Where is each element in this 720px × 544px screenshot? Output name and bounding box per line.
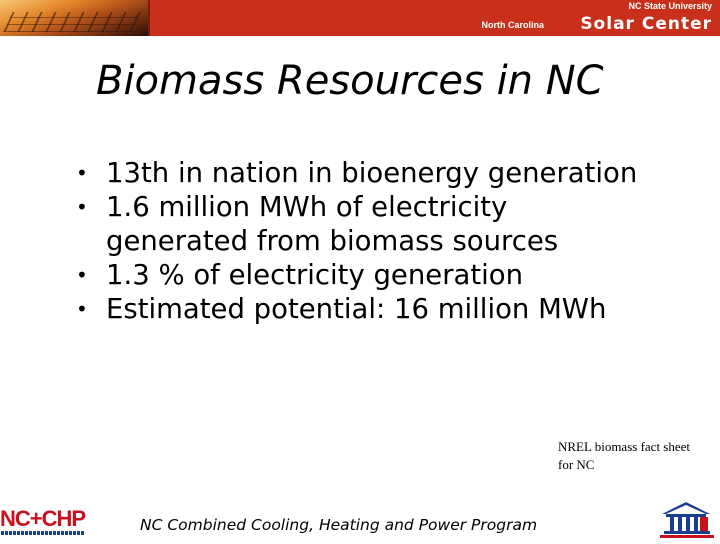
org-prefix: North Carolina [481, 20, 544, 30]
footer-program-name: NC Combined Cooling, Heating and Power Program [140, 516, 538, 534]
list-item [76, 258, 656, 292]
bullet-text: 13th in nation in bioenergy generation [106, 157, 638, 189]
source-note: NREL biomass fact sheet for NC [558, 439, 691, 472]
list-item [76, 292, 656, 326]
nc-chp-logo-text: NC+CHP [0, 506, 86, 531]
slide-title: Biomass Resources in NC [96, 58, 604, 104]
nc-chp-logo [0, 506, 86, 540]
nc-chp-logo-subtitle [1, 531, 85, 535]
solar-center-logo-icon [656, 500, 716, 540]
list-item [76, 156, 656, 190]
org-name: Solar Center [580, 14, 712, 34]
header-banner [0, 0, 720, 36]
banner-divider [148, 0, 150, 36]
bullet-text: Estimated potential: 16 million MWh [106, 293, 607, 325]
solar-panel-photo [0, 0, 148, 36]
list-item [76, 190, 656, 258]
bullet-list [76, 156, 656, 326]
bullet-icon: • [76, 195, 88, 219]
university-name: NC State University [628, 1, 712, 11]
bullet-text: 1.6 million MWh of electricity generated from biomass sources [106, 191, 559, 257]
bullet-icon: • [76, 297, 88, 321]
bullet-text: 1.3 % of electricity generation [106, 259, 524, 291]
bullet-icon: • [76, 161, 88, 185]
bullet-icon: • [76, 263, 88, 287]
